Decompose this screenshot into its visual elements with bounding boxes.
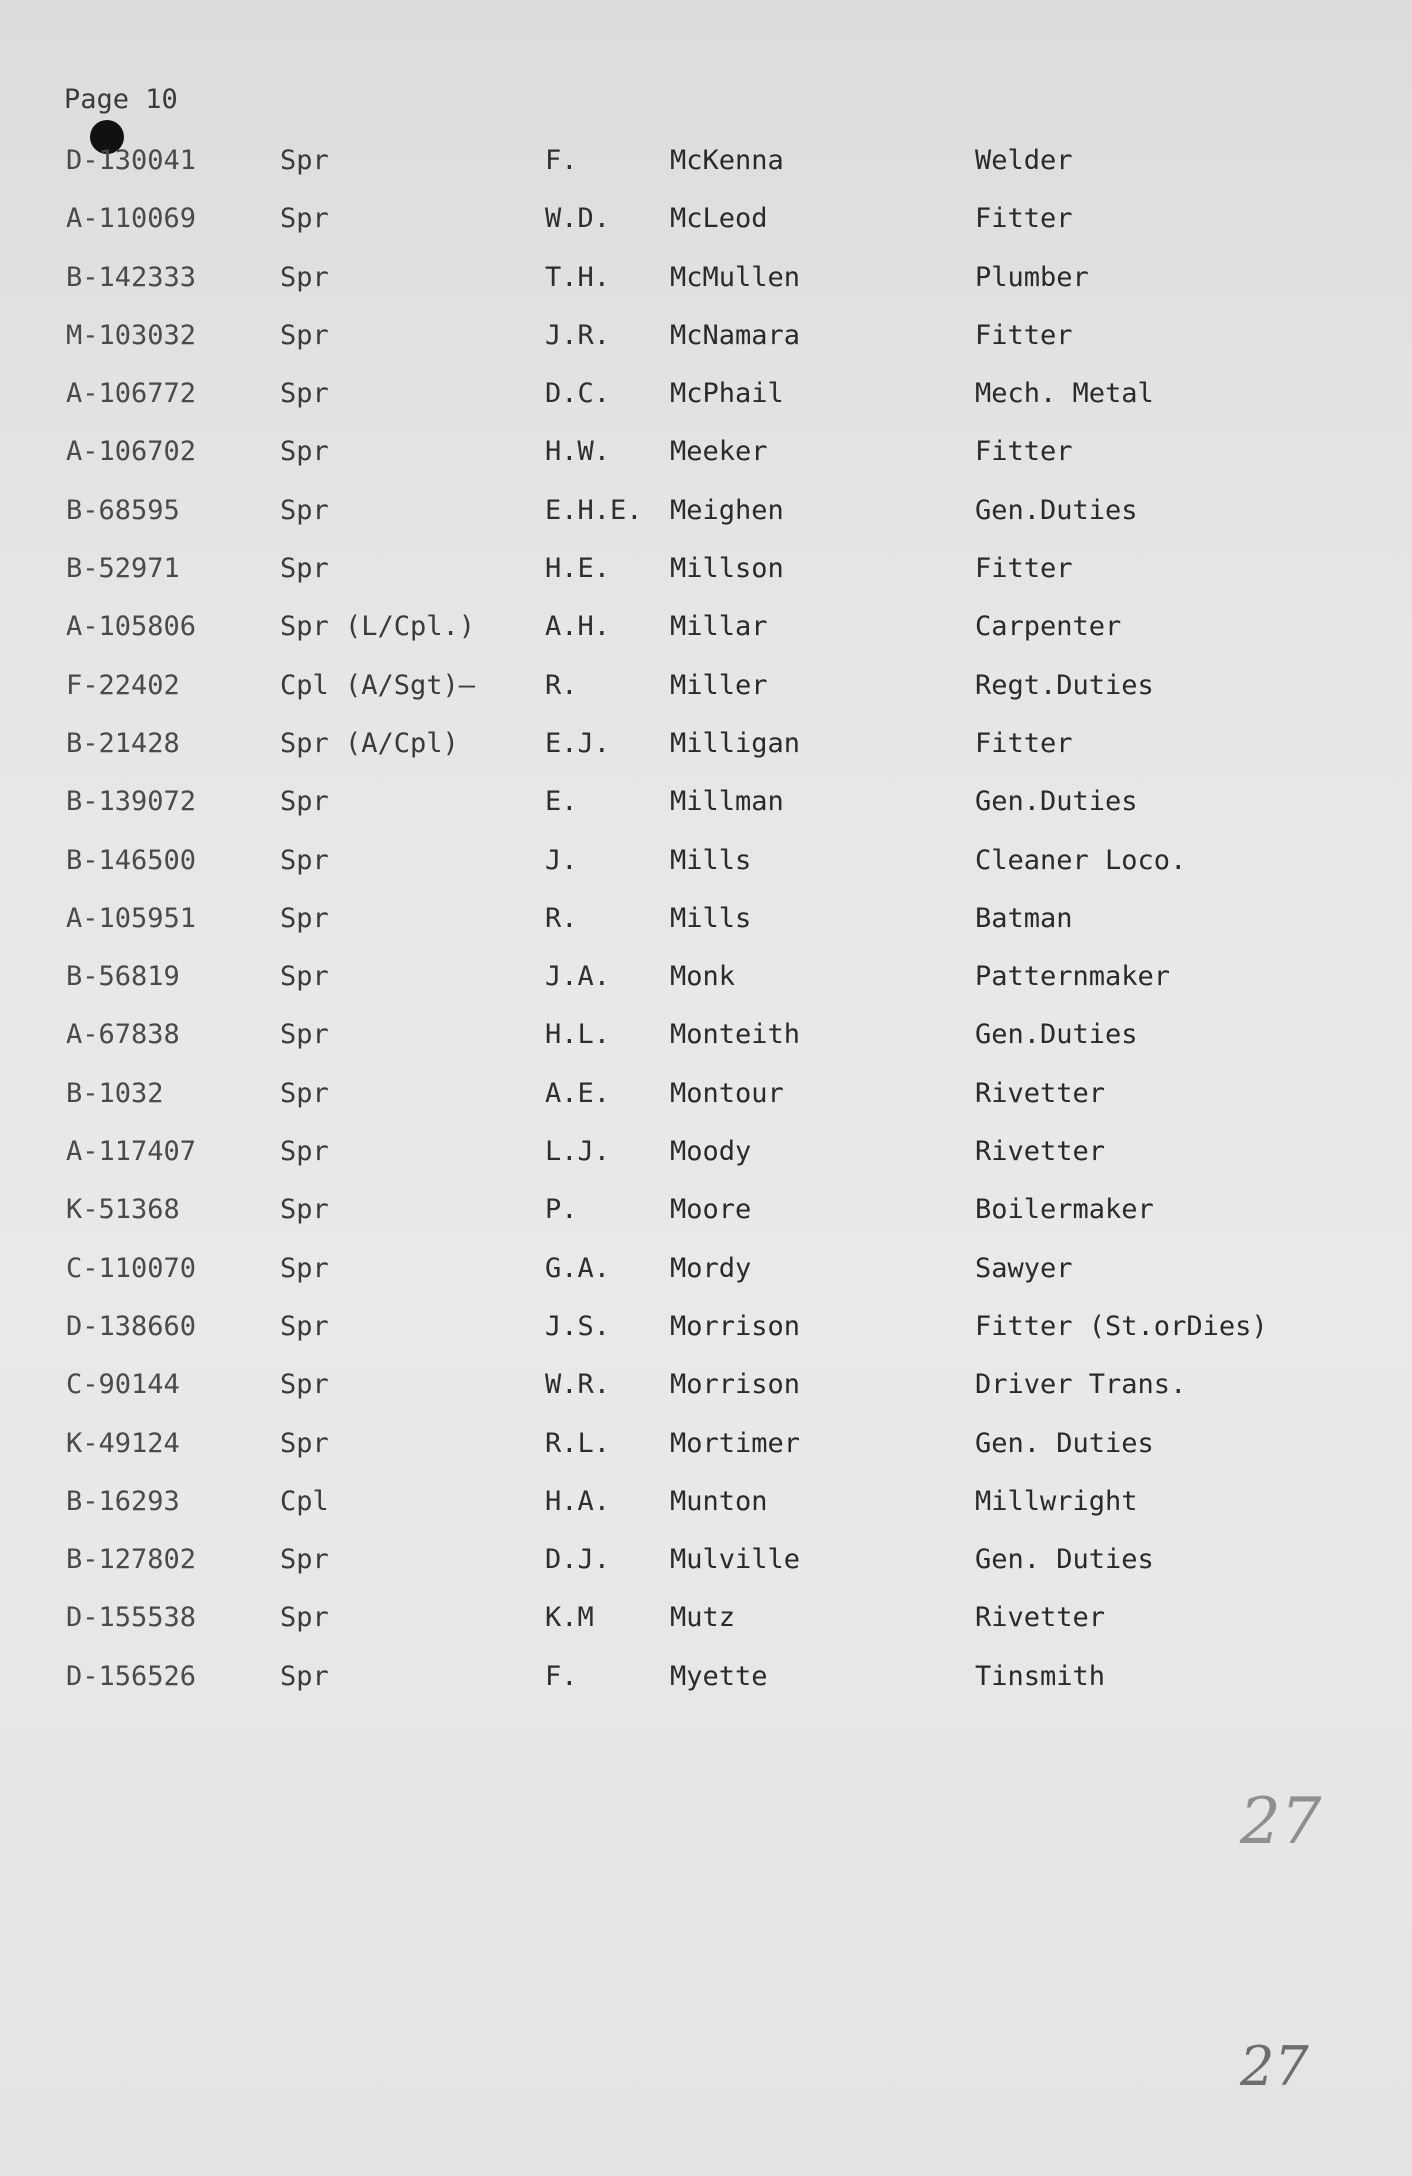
initials: D.C. (545, 378, 611, 410)
rank: Spr (280, 319, 329, 351)
handwritten-folio-number-lower: 27 (1240, 2035, 1309, 2098)
initials: E.J. (545, 727, 611, 759)
trade: Rivetter (975, 1136, 1106, 1168)
service-number: A-105806 (66, 611, 197, 643)
rank: Spr (280, 436, 329, 468)
surname: Morrison (670, 1310, 801, 1342)
surname: Moore (670, 1194, 752, 1226)
rank: Spr (280, 844, 329, 876)
rank: Spr (280, 203, 329, 235)
surname: Meeker (670, 436, 768, 468)
surname: Millson (670, 553, 784, 585)
initials: H.L. (545, 1019, 611, 1051)
service-number: B-16293 (66, 1485, 180, 1517)
trade: Driver Trans. (975, 1369, 1187, 1401)
initials: F. (545, 1660, 578, 1692)
roster-row (0, 1131, 1412, 1189)
surname: Millman (670, 786, 784, 818)
service-number: C-90144 (66, 1369, 180, 1401)
trade: Sawyer (975, 1252, 1073, 1284)
initials: H.W. (545, 436, 611, 468)
surname: Mulville (670, 1544, 801, 1576)
service-number: A-110069 (66, 203, 197, 235)
rank: Spr (280, 1369, 329, 1401)
rank: Spr (280, 494, 329, 526)
surname: Myette (670, 1660, 768, 1692)
roster-row (0, 1073, 1412, 1131)
trade: Rivetter (975, 1077, 1106, 1109)
rank: Spr (280, 261, 329, 293)
service-number: B-1032 (66, 1077, 164, 1109)
roster-row (0, 665, 1412, 723)
surname: Montour (670, 1077, 784, 1109)
service-number: K-49124 (66, 1427, 180, 1459)
service-number: C-110070 (66, 1252, 197, 1284)
trade: Boilermaker (975, 1194, 1154, 1226)
rank: Spr (280, 553, 329, 585)
trade: Gen.Duties (975, 1019, 1138, 1051)
roster-row (0, 315, 1412, 373)
trade: Fitter (975, 203, 1073, 235)
rank: Spr (L/Cpl.) (280, 611, 476, 643)
rank: Spr (280, 1602, 329, 1634)
surname: McMullen (670, 261, 801, 293)
trade: Fitter (975, 319, 1073, 351)
surname: Moody (670, 1136, 752, 1168)
rank: Cpl (280, 1485, 329, 1517)
roster-row (0, 956, 1412, 1014)
trade: Plumber (975, 261, 1089, 293)
roster-row (0, 1014, 1412, 1072)
rank: Spr (280, 1136, 329, 1168)
rank: Spr (280, 145, 329, 176)
rank: Spr (280, 786, 329, 818)
roster-row (0, 257, 1412, 315)
initials: F. (545, 145, 578, 176)
service-number: B-127802 (66, 1544, 197, 1576)
roster-row (0, 1248, 1412, 1306)
roster-row (0, 198, 1412, 256)
handwritten-folio-number: 27 (1240, 1785, 1322, 1859)
initials: G.A. (545, 1252, 611, 1284)
page-number-label: Page 10 (64, 84, 178, 115)
roster-row (0, 490, 1412, 548)
rank: Spr (280, 1194, 329, 1226)
roster-row (0, 1656, 1412, 1714)
initials: R.L. (545, 1427, 611, 1459)
rank: Spr (280, 902, 329, 934)
personnel-roster (0, 140, 1412, 1714)
surname: Meighen (670, 494, 784, 526)
roster-row (0, 898, 1412, 956)
initials: L.J. (545, 1136, 611, 1168)
initials: P. (545, 1194, 578, 1226)
surname: Millar (670, 611, 768, 643)
roster-row (0, 431, 1412, 489)
roster-row (0, 1481, 1412, 1539)
service-number: B-146500 (66, 844, 197, 876)
surname: McLeod (670, 203, 768, 235)
initials: H.E. (545, 553, 611, 585)
rank: Spr (280, 1019, 329, 1051)
service-number: A-106702 (66, 436, 197, 468)
service-number: B-68595 (66, 494, 180, 526)
surname: Munton (670, 1485, 768, 1517)
initials: R. (545, 902, 578, 934)
surname: Morrison (670, 1369, 801, 1401)
service-number: A-117407 (66, 1136, 197, 1168)
roster-row (0, 1189, 1412, 1247)
rank: Spr (280, 1077, 329, 1109)
service-number: K-51368 (66, 1194, 180, 1226)
initials: A.E. (545, 1077, 611, 1109)
initials: J.R. (545, 319, 611, 351)
trade: Fitter (975, 727, 1073, 759)
rank: Spr (280, 961, 329, 993)
surname: Monteith (670, 1019, 801, 1051)
rank: Spr (280, 1427, 329, 1459)
trade: Gen. Duties (975, 1544, 1154, 1576)
surname: McKenna (670, 145, 784, 176)
rank: Cpl (A/Sgt)— (280, 669, 476, 701)
surname: Mortimer (670, 1427, 801, 1459)
initials: T.H. (545, 261, 611, 293)
roster-row (0, 140, 1412, 198)
roster-row (0, 606, 1412, 664)
initials: W.R. (545, 1369, 611, 1401)
initials: J.S. (545, 1310, 611, 1342)
rank: Spr (280, 1252, 329, 1284)
trade: Fitter (975, 553, 1073, 585)
roster-row (0, 373, 1412, 431)
surname: McNamara (670, 319, 801, 351)
trade: Mech. Metal (975, 378, 1154, 410)
roster-row (0, 1306, 1412, 1364)
service-number: D-155538 (66, 1602, 197, 1634)
surname: Mills (670, 902, 752, 934)
service-number: A-105951 (66, 902, 197, 934)
rank: Spr (280, 1660, 329, 1692)
service-number: B-52971 (66, 553, 180, 585)
trade: Welder (975, 145, 1073, 176)
initials: D.J. (545, 1544, 611, 1576)
service-number: D-130041 (66, 145, 197, 176)
service-number: M-103032 (66, 319, 197, 351)
trade: Fitter (975, 436, 1073, 468)
initials: J. (545, 844, 578, 876)
initials: K.M (545, 1602, 594, 1634)
service-number: F-22402 (66, 669, 180, 701)
roster-row (0, 781, 1412, 839)
trade: Regt.Duties (975, 669, 1154, 701)
rank: Spr (A/Cpl) (280, 727, 459, 759)
initials: R. (545, 669, 578, 701)
roster-row (0, 1539, 1412, 1597)
roster-row (0, 548, 1412, 606)
service-number: B-139072 (66, 786, 197, 818)
initials: H.A. (545, 1485, 611, 1517)
initials: W.D. (545, 203, 611, 235)
roster-row (0, 840, 1412, 898)
surname: Mills (670, 844, 752, 876)
surname: Milligan (670, 727, 801, 759)
service-number: B-21428 (66, 727, 180, 759)
rank: Spr (280, 378, 329, 410)
initials: J.A. (545, 961, 611, 993)
roster-row (0, 1597, 1412, 1655)
trade: Millwright (975, 1485, 1138, 1517)
trade: Batman (975, 902, 1073, 934)
rank: Spr (280, 1544, 329, 1576)
surname: McPhail (670, 378, 784, 410)
trade: Carpenter (975, 611, 1122, 643)
service-number: A-67838 (66, 1019, 180, 1051)
roster-row (0, 723, 1412, 781)
trade: Patternmaker (975, 961, 1171, 993)
roster-row (0, 1364, 1412, 1422)
roster-row (0, 1423, 1412, 1481)
service-number: D-156526 (66, 1660, 197, 1692)
rank: Spr (280, 1310, 329, 1342)
surname: Monk (670, 961, 736, 993)
trade: Gen.Duties (975, 786, 1138, 818)
trade: Fitter (St.orDies) (975, 1310, 1268, 1342)
service-number: B-142333 (66, 261, 197, 293)
surname: Mordy (670, 1252, 752, 1284)
trade: Cleaner Loco. (975, 844, 1187, 876)
trade: Tinsmith (975, 1660, 1106, 1692)
trade: Gen. Duties (975, 1427, 1154, 1459)
service-number: A-106772 (66, 378, 197, 410)
surname: Mutz (670, 1602, 736, 1634)
service-number: B-56819 (66, 961, 180, 993)
initials: E. (545, 786, 578, 818)
surname: Miller (670, 669, 768, 701)
initials: A.H. (545, 611, 611, 643)
initials: E.H.E. (545, 494, 643, 526)
trade: Gen.Duties (975, 494, 1138, 526)
trade: Rivetter (975, 1602, 1106, 1634)
service-number: D-138660 (66, 1310, 197, 1342)
